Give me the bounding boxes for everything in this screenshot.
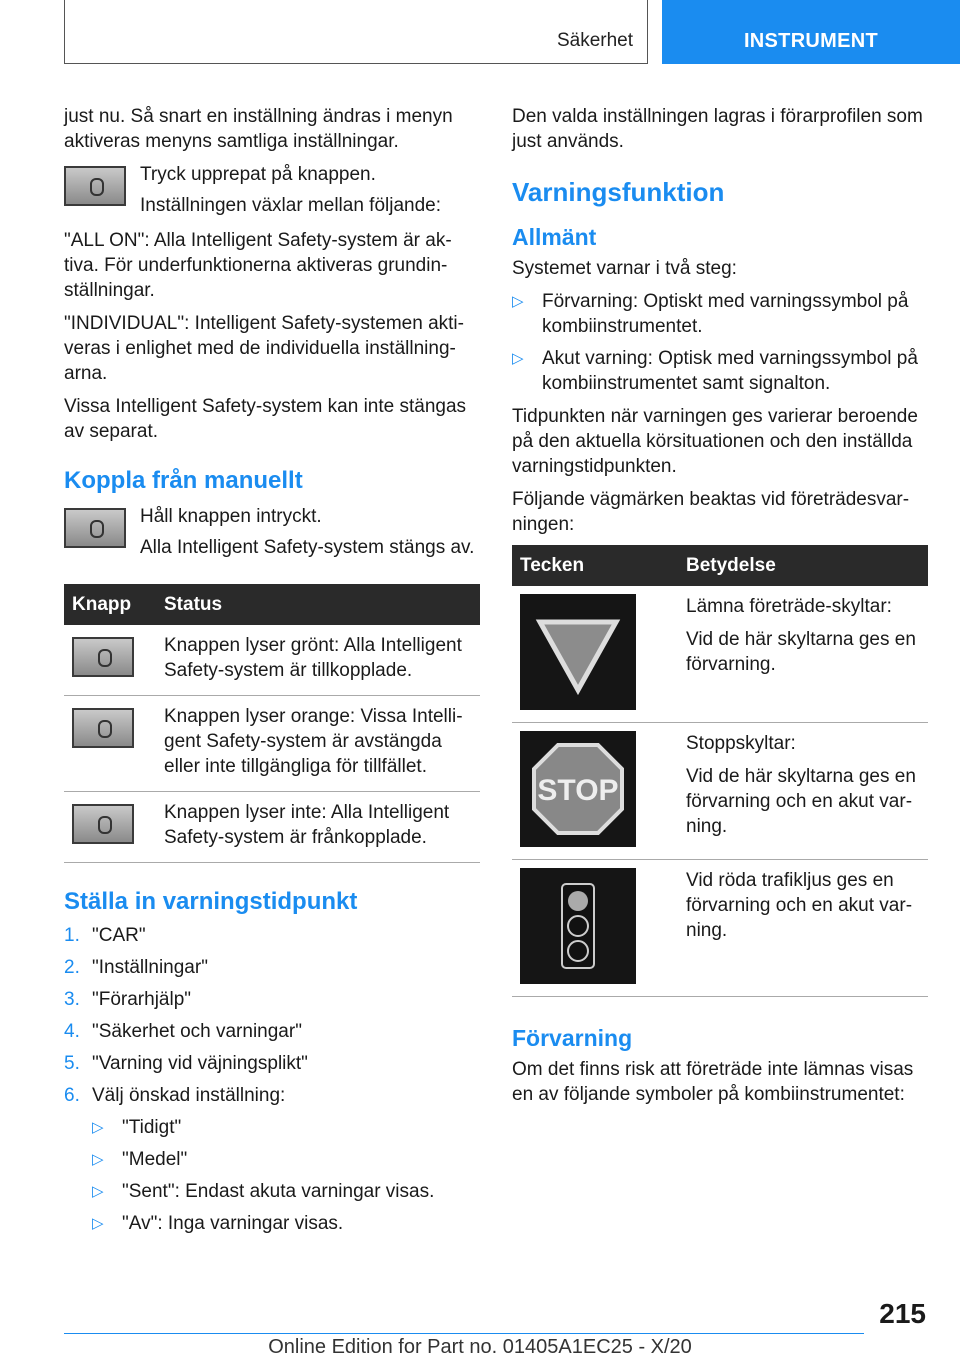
table-row xyxy=(512,860,928,997)
table-row xyxy=(64,625,480,696)
triangle-bullet-icon: ▷ xyxy=(92,1215,104,1232)
heading-general: Allmänt xyxy=(512,224,597,250)
stop-sign-text: STOP xyxy=(537,774,619,807)
paragraph: Den valda inställningen lagras i förarprofilen som just används. xyxy=(512,106,923,152)
list-item: 2. "Inställningar" xyxy=(64,957,208,978)
list-item: ▷ "Sent": Endast akuta varningar visas. xyxy=(92,1181,435,1202)
footer-divider xyxy=(64,1333,864,1334)
sign-desc: Vid röda trafikljus ges en förvarning och en akut varning. xyxy=(686,870,913,941)
paragraph: Systemet varnar i två steg: xyxy=(512,258,737,279)
paragraph: Tryck upprepat på knappen. xyxy=(140,164,376,185)
triangle-bullet-icon: ▷ xyxy=(512,350,524,367)
table-row xyxy=(512,723,928,860)
left-column xyxy=(64,104,480,1244)
sign-desc: Vid de här skyltarna ges en förvarning och en akut varning. xyxy=(686,766,916,837)
sign-title: Stoppskyltar: xyxy=(686,733,796,754)
button-instruction xyxy=(64,504,480,566)
list-item: ▷ "Medel" xyxy=(92,1149,188,1170)
options-list xyxy=(92,1115,480,1236)
header-chapter-tab[interactable] xyxy=(662,0,960,64)
paragraph: Tidpunkten när varningen ges varierar beroende på den aktuella körsituationen och den inställda varningstidpunkten. xyxy=(512,406,918,477)
list-item: 6. Välj önskad inställning: xyxy=(64,1085,286,1106)
traffic-light-icon xyxy=(520,868,636,984)
status-text: Knappen lyser grönt: Alla Intelligent Safety-system är tillkopplade. xyxy=(156,625,480,696)
table-header: Status xyxy=(156,584,480,625)
list-item: 4. "Säkerhet och varningar" xyxy=(64,1021,302,1042)
button-instruction xyxy=(64,162,480,224)
steps-list xyxy=(64,923,480,1108)
safety-button-icon xyxy=(72,637,134,677)
safety-button-icon xyxy=(64,508,126,548)
paragraph: just nu. Så snart en inställning ändras i menyn aktiveras menyns samtliga inställningar. xyxy=(64,106,453,152)
header-section: Säkerhet xyxy=(556,30,633,51)
list-item: ▷ Akut varning: Optisk med varningssymbol på kombiinstrumentet samt signalton. xyxy=(512,348,918,394)
status-text: Knappen lyser inte: Alla Intelligent Safety-system är frånkopplade. xyxy=(156,792,480,863)
sign-desc: Vid de här skyltarna ges en förvarning. xyxy=(686,629,916,675)
table-header: Tecken xyxy=(512,545,678,586)
button-status-table xyxy=(64,584,480,863)
footer-edition: Online Edition for Part no. 01405A1EC25 - X/20 xyxy=(268,1336,692,1358)
heading-warning-function: Varningsfunktion xyxy=(512,177,725,207)
header-chapter: INSTRUMENT xyxy=(743,30,879,52)
paragraph: Vissa Intelligent Safety-system kan inte stängas av separat. xyxy=(64,396,467,442)
list-item: 1. "CAR" xyxy=(64,925,146,946)
table-header: Betydelse xyxy=(678,545,928,586)
list-item: ▷ "Tidigt" xyxy=(92,1117,182,1138)
heading-warning-time: Ställa in varningstidpunkt xyxy=(64,888,358,915)
status-text: Knappen lyser orange: Vissa Intelligent Safety-system är avstängda eller inte tillgängliga för tillfället. xyxy=(156,696,480,792)
warning-steps-list xyxy=(512,289,928,396)
paragraph: Om det finns risk att företräde inte lämnas visas en av följande symboler på kombiinstrumentet: xyxy=(512,1059,914,1105)
list-item: 3. "Förarhjälp" xyxy=(64,989,192,1010)
heading-prewarning: Förvarning xyxy=(512,1025,633,1051)
list-item: 5. "Varning vid väjningsplikt" xyxy=(64,1053,308,1074)
table-row xyxy=(64,696,480,792)
header-section-box xyxy=(64,0,648,64)
paragraph: "INDIVIDUAL": Intelligent Safety-systemen aktiveras i enlighet med de individuella inställningarna. xyxy=(64,313,464,384)
list-item: ▷ Förvarning: Optiskt med varningssymbol på kombiinstrumentet. xyxy=(512,291,909,337)
paragraph: Inställningen växlar mellan följande: xyxy=(140,195,442,216)
safety-button-icon xyxy=(64,166,126,206)
table-row xyxy=(512,586,928,723)
safety-button-icon xyxy=(72,708,134,748)
table-header: Knapp xyxy=(64,584,156,625)
triangle-bullet-icon: ▷ xyxy=(92,1151,104,1168)
paragraph: Följande vägmärken beaktas vid företrädesvarningen: xyxy=(512,489,910,535)
stop-sign-icon xyxy=(520,731,636,847)
safety-button-icon xyxy=(72,804,134,844)
paragraph: Håll knappen intryckt. xyxy=(140,506,322,527)
triangle-bullet-icon: ▷ xyxy=(512,293,524,310)
paragraph: Alla Intelligent Safety-system stängs av. xyxy=(140,537,475,558)
table-row xyxy=(64,792,480,863)
page-number: 215 xyxy=(879,1298,926,1329)
sign-title: Lämna företräde-skyltar: xyxy=(686,596,892,617)
yield-sign-icon xyxy=(520,594,636,710)
list-item: ▷ "Av": Inga varningar visas. xyxy=(92,1213,344,1234)
heading-manual: Koppla från manuellt xyxy=(64,467,303,494)
triangle-bullet-icon: ▷ xyxy=(92,1183,104,1200)
triangle-bullet-icon: ▷ xyxy=(92,1119,104,1136)
signs-table xyxy=(512,545,928,997)
right-column xyxy=(512,104,928,1115)
paragraph: "ALL ON": Alla Intelligent Safety-system är aktiva. För underfunktionerna aktiveras grundinställningar. xyxy=(64,230,452,301)
